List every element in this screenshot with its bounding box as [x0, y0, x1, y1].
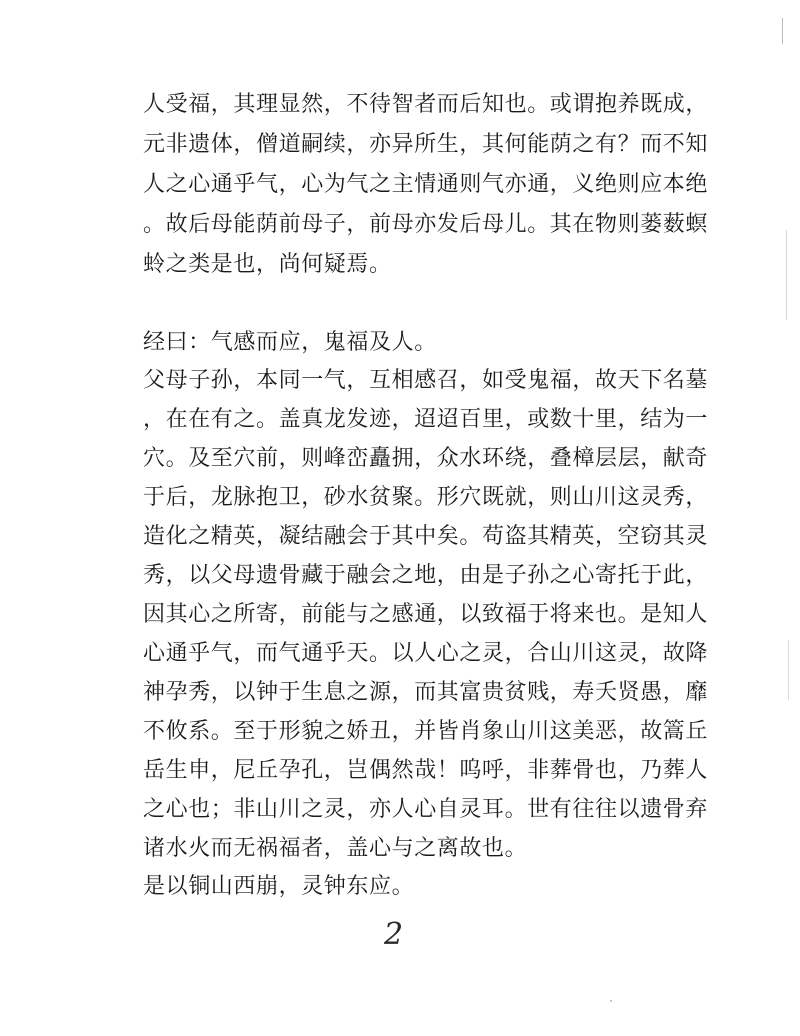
- text-line: 父母子孙，本同一气，互相感召，如受鬼福，故天下名墓: [143, 368, 709, 393]
- text-line: 岳生申，尼丘孕孔，岂偶然哉！呜呼，非葬骨也，乃葬人: [143, 758, 709, 783]
- text-line: 诸水火而无祸福者，盖心与之离故也。: [143, 836, 528, 861]
- scan-mark: [782, 18, 783, 44]
- scan-mark: [610, 1000, 612, 1002]
- text-line: 人之心通乎气，心为气之主情通则气亦通，义绝则应本绝: [143, 172, 709, 197]
- text-line: 蛉之类是也，尚何疑焉。: [143, 252, 392, 277]
- text-line: 。故后母能荫前母子，前母亦发后母儿。其在物则蒌薮螟: [143, 212, 709, 237]
- text-line: 之心也；非山川之灵，亦人心自灵耳。世有往往以遗骨弃: [143, 797, 709, 822]
- text-line: 人受福，其理显然，不待智者而后知也。或谓抱养既成，: [143, 92, 709, 117]
- text-line: 元非遗体，僧道嗣续，亦异所生，其何能荫之有？而不知: [143, 132, 709, 157]
- text-line: 穴。及至穴前，则峰峦矗拥，众水环绕，叠樟层层，献奇: [143, 446, 709, 471]
- scan-mark: [788, 640, 789, 700]
- scan-mark: [786, 230, 787, 320]
- text-line: 是以铜山西崩，灵钟东应。: [143, 874, 415, 899]
- text-line: 因其心之所寄，前能与之感通，以致福于将来也。是知人: [143, 602, 709, 627]
- text-line: 造化之精英，凝结融会于其中矣。苟盗其精英，空窃其灵: [143, 524, 709, 549]
- text-line: 于后，龙脉抱卫，砂水贫聚。形穴既就，则山川这灵秀，: [143, 485, 709, 510]
- text-line: 心通乎气，而气通乎天。以人心之灵，合山川这灵，故降: [143, 641, 709, 666]
- text-line: 神孕秀，以钟于生息之源，而其富贵贫贱，寿夭贤愚，靡: [143, 680, 709, 705]
- page-number: 2: [384, 917, 404, 952]
- text-line: 不攸系。至于形貌之娇丑，并皆肖象山川这美恶，故篙丘: [143, 719, 709, 744]
- text-line: 经曰：气感而应，鬼福及人。: [143, 330, 437, 355]
- text-line: 秀，以父母遗骨藏于融会之地，由是子孙之心寄托于此，: [143, 563, 709, 588]
- text-line: ，在在有之。盖真龙发迹，迢迢百里，或数十里，结为一: [143, 407, 709, 432]
